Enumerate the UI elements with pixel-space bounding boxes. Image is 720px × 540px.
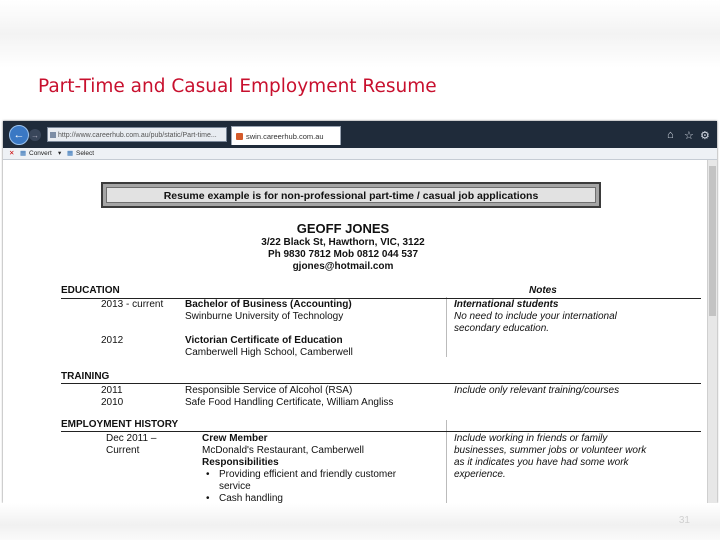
employment-note-line: businesses, summer jobs or volunteer work bbox=[454, 445, 647, 456]
responsibility-item: Cash handling bbox=[219, 493, 283, 503]
site-favicon-icon bbox=[236, 133, 243, 140]
bullet-icon: • bbox=[206, 493, 210, 503]
training-date: 2010 bbox=[101, 397, 124, 408]
notes-divider bbox=[446, 297, 447, 357]
notes-header: Notes bbox=[529, 285, 557, 296]
resume-email: gjones@hotmail.com bbox=[292, 261, 394, 272]
notes-divider bbox=[446, 420, 447, 503]
employment-employer: McDonald's Restaurant, Camberwell bbox=[202, 445, 364, 456]
education-note-line: No need to include your international bbox=[454, 311, 617, 322]
convert-button[interactable]: Convert bbox=[29, 150, 52, 157]
banner-text: Resume example is for non-professional part-time / casual job applications bbox=[106, 187, 596, 203]
responsibility-item: Providing efficient and friendly customer bbox=[219, 469, 397, 480]
resume-name: GEOFF JONES bbox=[296, 221, 390, 236]
scrollbar-thumb[interactable] bbox=[709, 166, 716, 316]
slide-page-number: 31 bbox=[678, 515, 690, 526]
education-note-heading: International students bbox=[454, 299, 559, 310]
education-place: Camberwell High School, Camberwell bbox=[185, 347, 353, 358]
chevron-down-icon[interactable]: ▾ bbox=[58, 150, 62, 157]
section-rule bbox=[61, 431, 701, 432]
section-heading-training: TRAINING bbox=[61, 371, 110, 382]
convert-icon: ▦ bbox=[20, 150, 27, 157]
employment-date-start: Dec 2011 – bbox=[106, 433, 157, 444]
slide-footer-band bbox=[0, 503, 720, 540]
gear-icon[interactable]: ⚙ bbox=[700, 130, 710, 142]
forward-arrow-icon[interactable]: → bbox=[31, 130, 39, 140]
vertical-scrollbar[interactable] bbox=[707, 160, 717, 503]
select-icon: ▦ bbox=[67, 150, 74, 157]
address-bar[interactable] bbox=[47, 127, 227, 142]
section-rule bbox=[61, 383, 701, 384]
slide-title: Part-Time and Casual Employment Resume bbox=[38, 76, 437, 97]
close-icon[interactable]: ✕ bbox=[9, 150, 15, 157]
section-heading-education: EDUCATION bbox=[61, 285, 120, 296]
tab-title: swin.careerhub.com.au bbox=[246, 132, 324, 141]
home-icon[interactable]: ⌂ bbox=[667, 129, 674, 141]
education-date: 2012 bbox=[101, 335, 124, 346]
training-title: Safe Food Handling Certificate, William Angliss bbox=[185, 397, 394, 408]
resume-address: 3/22 Black St, Hawthorn, VIC, 3122 bbox=[261, 237, 425, 248]
command-bar bbox=[3, 148, 717, 160]
education-title: Bachelor of Business (Accounting) bbox=[185, 299, 352, 310]
resume-phone: Ph 9830 7812 Mob 0812 044 537 bbox=[267, 249, 419, 260]
education-date: 2013 - current bbox=[101, 299, 164, 310]
training-title: Responsible Service of Alcohol (RSA) bbox=[185, 385, 353, 396]
education-title: Victorian Certificate of Education bbox=[185, 335, 343, 346]
select-button[interactable]: Select bbox=[76, 150, 95, 157]
back-arrow-icon[interactable]: ← bbox=[9, 125, 29, 145]
slide-header-band bbox=[0, 0, 720, 68]
resume-banner bbox=[101, 182, 601, 208]
browser-tab[interactable] bbox=[231, 126, 341, 145]
section-heading-employment: EMPLOYMENT HISTORY bbox=[61, 419, 179, 430]
browser-toolbar bbox=[3, 121, 717, 148]
education-place: Swinburne University of Technology bbox=[185, 311, 344, 322]
employment-role: Crew Member bbox=[202, 433, 268, 444]
education-note-line: secondary education. bbox=[454, 323, 550, 334]
employment-date-end: Current bbox=[106, 445, 140, 456]
star-icon[interactable]: ☆ bbox=[684, 130, 694, 142]
training-date: 2011 bbox=[101, 385, 123, 396]
page-icon bbox=[50, 132, 56, 138]
training-note: Include only relevant training/courses bbox=[454, 385, 620, 396]
employment-note-line: experience. bbox=[454, 469, 506, 480]
resume-document bbox=[3, 160, 707, 503]
employment-note-line: Include working in friends or family bbox=[454, 433, 608, 444]
responsibility-item: service bbox=[219, 481, 251, 492]
responsibilities-label: Responsibilities bbox=[202, 457, 279, 468]
employment-note-line: as it indicates you have had some work bbox=[454, 457, 629, 468]
address-url: http://www.careerhub.com.au/pub/static/Part-time... bbox=[58, 132, 217, 139]
embedded-browser-screenshot bbox=[3, 121, 717, 503]
bullet-icon: • bbox=[206, 469, 210, 480]
